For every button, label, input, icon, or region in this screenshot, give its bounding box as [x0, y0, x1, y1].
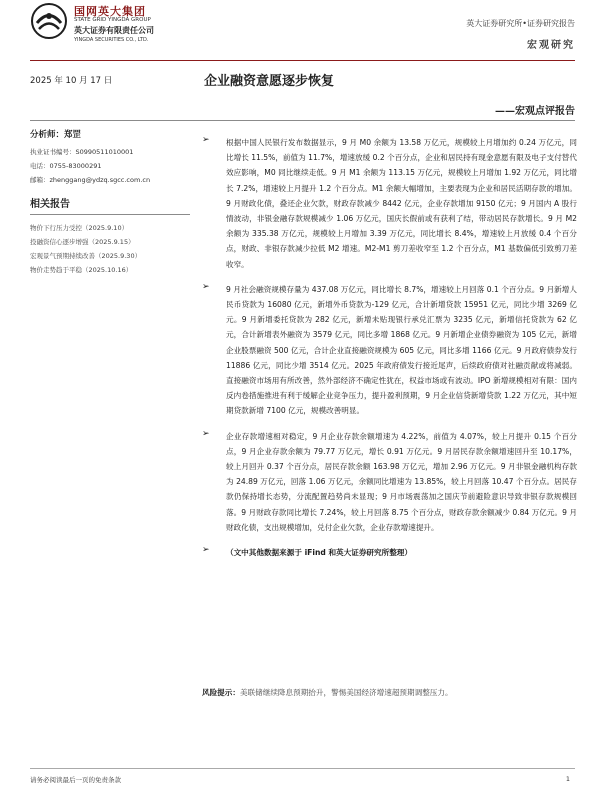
footer-disclaimer[interactable]: 请务必阅读最后一页的免责条款: [30, 776, 121, 784]
data-source-note: （文中其他数据来源于 iFind 和英大证券研究所整理）: [226, 548, 412, 558]
bullet-arrow-icon: ➢: [202, 281, 210, 292]
company-name-cn: 英大证券有限责任公司: [74, 26, 154, 35]
footer-divider: [30, 768, 575, 769]
state-grid-logo-icon: [30, 2, 68, 40]
logo-name-en: STATE GRID YINGDA GROUP: [74, 17, 151, 23]
paragraph-text: 9 月社会融资规模存量为 437.08 万亿元，同比增长 8.7%，增速较上月回落 0.1 个百分点。9 月新增人民币贷款为 16080 亿元，新增外币贷款为-129 亿元，合计新增贷款 15951 亿元，同比少增 3269 亿元。9 月新增委托贷款为 282 亿元，新增未贴现银行承兑汇票为 3235 亿元，新增信托贷款为 62 亿元，合计新增表外融资为 3579 亿元，同比多增 1868 亿元。9 月新增企业债券融资为 105 亿元，新增企业股票融资 500 亿元，合计企业直接融资规模为 605 亿元，同比多增 1166 亿元。9 月政府债券发行 11886 亿元，同比少增 3514 亿元。2025 年政府债发行接近尾声，后续政府债对社融贡献或将减弱。直接融资市场用有所改善，然外部经济不确定性犹在，权益市场或有波动。IPO 新增规模相对有限：国内反内卷措施推进有利于缓解企业竞争压力，提升盈利预期，9 月企业信贷新增贷款 1.22 万亿元，其中短期贷款新增 7100 亿元，规模改善明显。: [226, 284, 578, 416]
related-report-item[interactable]: 宏观景气预期持续改善（2025.9.30）: [30, 252, 142, 260]
page-header: [30, 0, 575, 64]
report-title: 企业融资意愿逐步恢复: [204, 74, 335, 89]
header-research-label: 英大证券研究所•证券研究报告: [466, 19, 575, 28]
report-date: 2025 年 10 月 17 日: [30, 76, 113, 86]
title-divider: [30, 120, 575, 121]
analyst-phone: 电话：0755-83000291: [30, 162, 102, 170]
risk-text: 美联储继续降息预期抬升，警惕美国经济增速超预期调整压力。: [239, 688, 453, 697]
report-subtitle: ——宏观点评报告: [495, 106, 575, 117]
body-paragraph-money-supply: [202, 135, 577, 272]
analyst-name: 分析师：郑罡: [30, 130, 82, 140]
page-number: 1: [565, 775, 570, 783]
body-paragraph-social-financing: [202, 282, 577, 419]
report-body: [202, 135, 577, 570]
related-report-item[interactable]: 物价走势趋于平稳（2025.10.16）: [30, 266, 133, 274]
related-divider: [30, 214, 190, 215]
risk-label: 风险提示：: [202, 688, 240, 697]
analyst-cert: 执业证书编号：S0990511010001: [30, 148, 134, 156]
risk-warning: [202, 687, 453, 698]
header-divider: [30, 60, 575, 61]
body-paragraph-deposits: [202, 429, 577, 535]
analyst-email[interactable]: 邮箱：zhenggang@ydzq.sgcc.com.cn: [30, 176, 151, 184]
report-category: 宏观研究: [527, 40, 575, 51]
bullet-arrow-icon: ➢: [202, 135, 210, 145]
body-data-source-note: [202, 545, 577, 560]
bullet-arrow-icon: ➢: [202, 428, 210, 439]
bullet-arrow-icon: ➢: [202, 545, 210, 556]
company-name-en: YINGDA SECURITIES CO., LTD.: [74, 37, 149, 43]
related-report-item[interactable]: 物价下行压力受控（2025.9.10）: [30, 224, 129, 232]
paragraph-text: 企业存款增速相对稳定，9 月企业存款余额增速为 4.22%，前值为 4.07%，较上月提升 0.15 个百分点，9 月企业存款余额为 79.77 万亿元，增长 0.91 万亿元。9 月居民存款余额增速回升至 10.17%，较上月回升 0.37 个百分点，居民存款余额 163.98 万亿元，增加 2.96 万亿元。9 月非银金融机构存款为 24.89 万亿元，回落 1.06 万亿元，余额同比增速为 13.85%，较上月回落 10.47 个百分点。居民存款仍保持增长态势，分流配置趋势尚未显现；9 月市场震荡加之国庆节前避险意识导致非银存款规模回落。9 月财政存款同比增长 7.24%，较上月回落 8.75 个百分点，财政存款余额减少 0.84 万亿元。9 月财政化债，支出规模增加，兑付企业欠款，企业存款增速提升。: [226, 431, 577, 532]
related-reports-title: 相关报告: [30, 199, 70, 210]
sidebar: [30, 128, 190, 277]
logo-name-cn: 国网英大集团: [74, 5, 146, 18]
related-report-item[interactable]: 投融资信心逐步增强（2025.9.15）: [30, 238, 135, 246]
paragraph-text: 根据中国人民银行发布数据显示，9 月 M0 余额为 13.58 万亿元，规模较上月增加约 0.24 万亿元，同比增长 11.5%，前值为 11.7%，增速放缓 0.2 个百分点，企业和居民持有现金意愿有限及电子支付替代效应影响，M0 同比继续走低。9 月 M1 余额为 113.15 万亿元，规模较上月增加 1.92 万亿元，同比增长 7.2%，增速较上月提升 1.2 个百分点。M1 余额大幅增加，主要表现为企业和居民活期存款的增加。9 月财政化债，叠还企业欠款，财政存款减少 8442 亿元，企业存款增加 9150 亿元；9 月国内 A 股行情波动，非银金融存款规模减少 1.06 万亿元，国庆长假前或有获利了结，带动居民存款增长。9 月 M2 余额为 335.38 万亿元，规模较上月增加 3.39 万亿元，同比增长 8.4%，增速较上月放缓 0.4 个百分点，财政、非银存款减少拉低 M2 增速。M2-M1 剪刀差收窄至 1.2 个百分点，M1 基数偏低引致剪刀差收窄。: [226, 138, 577, 269]
